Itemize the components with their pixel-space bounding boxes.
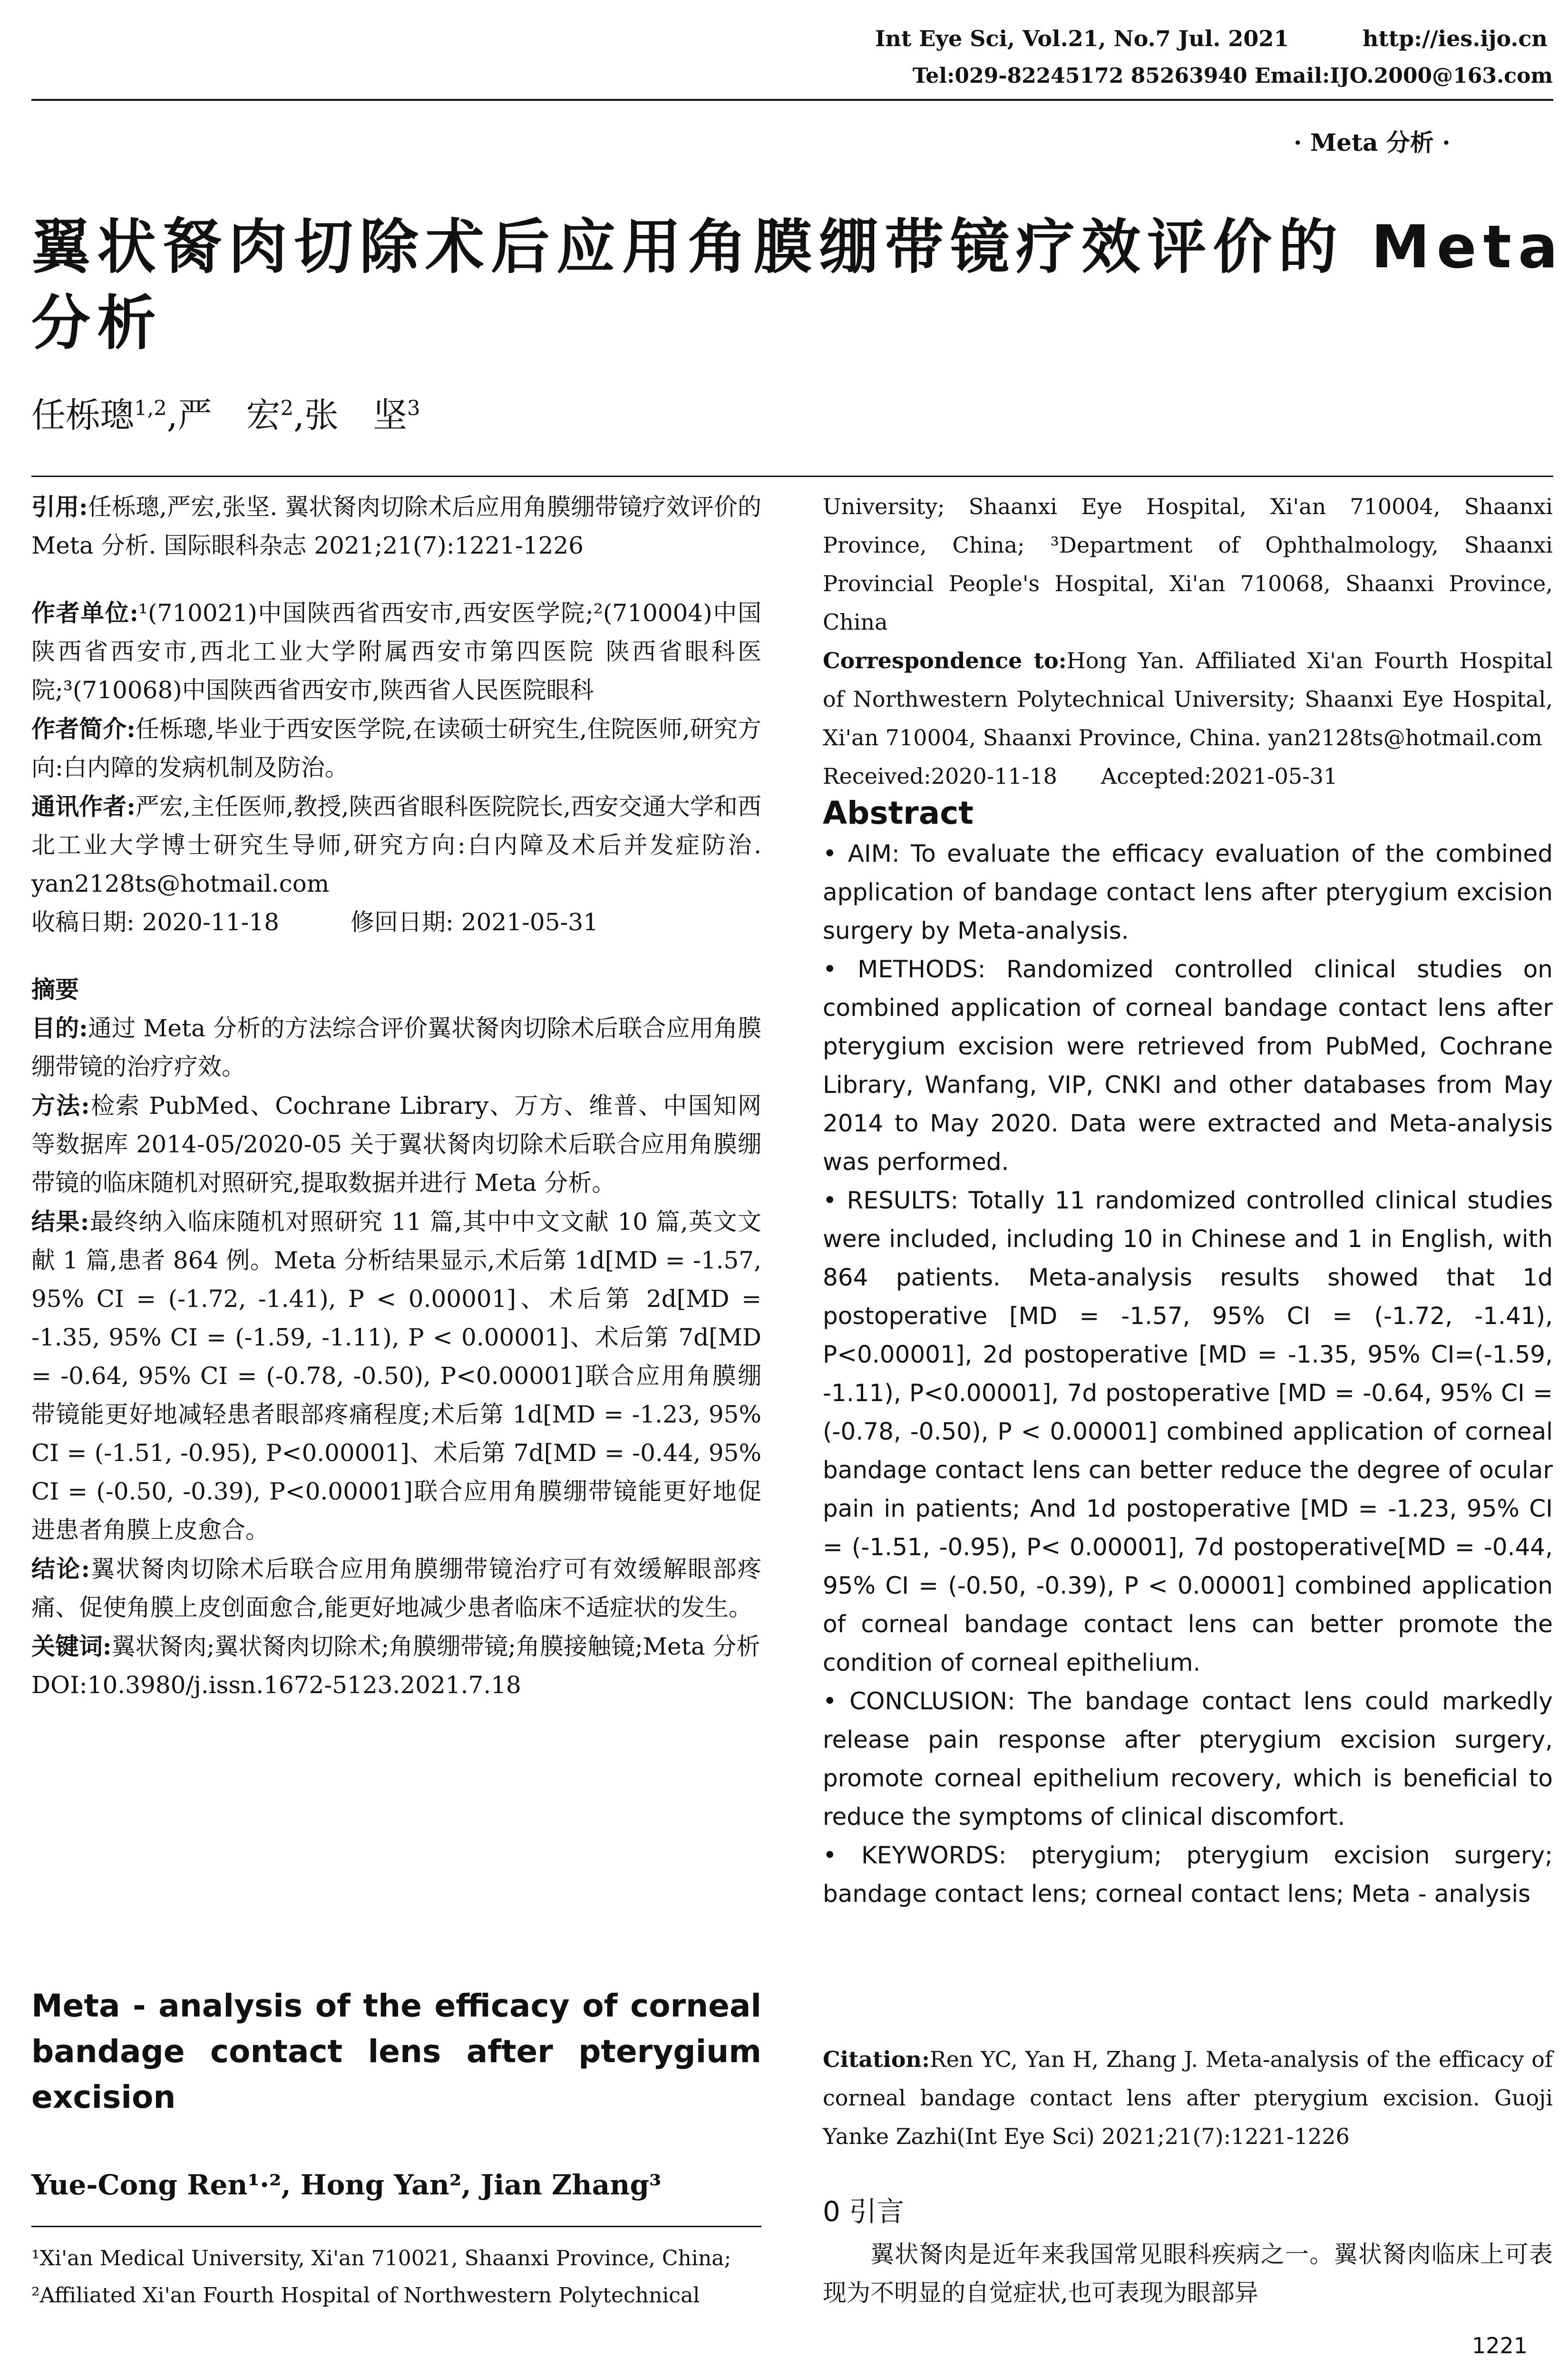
right-meta [823,487,1553,796]
correspondence-label: Correspondence to: [823,648,1067,673]
section-label: · Meta 分析 · [1294,128,1451,156]
bio-text: 任栎璁,毕业于西安医学院,在读硕士研究生,住院医师,研究方向:白内障的发病机制及防治。 [31,715,761,781]
author-3: ,张 坚 [293,395,407,435]
citation-en-text: Ren YC, Yan H, Zhang J. Meta-analysis of the efficacy of corneal bandage contact lens after pterygium excision. Guoji Yanke Zazhi(Int Eye Sci) 2021;21(7):1221-1226 [823,2046,1553,2149]
citation-cn-text: 任栎璁,严宏,张坚. 翼状胬肉切除术后应用角膜绷带镜疗效评价的 Meta 分析. 国际眼科杂志 2021;21(7):1221-1226 [31,493,761,559]
author-2: ,严 宏 [166,395,281,435]
author-3-sup: 3 [407,397,420,420]
citation-en [823,2040,1553,2156]
citation-cn-label: 引用: [31,493,88,521]
authors-cn [31,388,420,437]
aim-cn-label: 目的: [31,1014,88,1042]
units-label: 作者单位: [31,599,138,627]
aim-cn-text: 通过 Meta 分析的方法综合评价翼状胬肉切除术后联合应用角膜绷带镜的治疗疗效。 [31,1014,761,1081]
abstract-aim: • AIM: To evaluate the efficacy evaluation of the combined application of bandage contact lens after pterygium excision surgery by Meta-analysis. [823,840,1553,945]
header-rule [31,99,1553,101]
author-1-sup: 1,2 [134,397,167,420]
method-cn [31,1086,761,1202]
method-cn-text: 检索 PubMed、Cochrane Library、万方、维普、中国知网等数据库 2014-05/2020-05 关于翼状胬肉切除术后联合应用角膜绷带镜的临床随机对照研究,提取数据并进行 Meta 分析。 [31,1092,761,1197]
title-line-1: 翼状胬肉切除术后应用角膜绷带镜疗效评价的 Meta [31,213,1565,282]
conclusion-cn-label: 结论: [31,1555,90,1583]
keywords-cn-label: 关键词: [31,1632,112,1660]
author-units [31,594,761,710]
abstract-methods: • METHODS: Randomized controlled clinical studies on combined application of corneal bandage contact lens after pterygium excision were retrieved from PubMed, Cochrane Library, Wanfang, VIP, CNKI and other databases from May 2014 to May 2020. Data were extracted and Meta-analysis was performed. [823,955,1553,1176]
abstract-keywords: • KEYWORDS: pterygium; pterygium excision surgery; bandage contact lens; corneal contact lens; Meta - analysis [823,1841,1553,1908]
title-line-2: 分析 [31,289,163,358]
journal-line: Int Eye Sci, Vol.21, No.7 Jul. 2021 [875,26,1289,51]
bio-label: 作者简介: [31,715,136,743]
page-number: 1221 [1472,2333,1528,2358]
method-cn-label: 方法: [31,1091,90,1120]
abstract-en-heading: Abstract [823,795,974,831]
doi[interactable]: DOI:10.3980/j.issn.1672-5123.2021.7.18 [31,1671,521,1699]
affiliations-en [31,2240,761,2314]
author-bio [31,710,761,787]
authors-rule [31,476,1553,477]
aim-cn [31,1009,761,1086]
abstract-results: • RESULTS: Totally 11 randomized controlled clinical studies were included, including 10 in Chinese and 1 in English, with 864 patients. Meta-analysis results showed that 1d postoperative [MD = -1.57, 95% CI = (-1.72, -1.41), P<0.00001], 2d postoperative [MD = -1.35, 95% CI=(-1.59, -1.11), P<0.00001], 7d postoperative [MD = -0.64, 95% CI = (-0.78, -0.50), P < 0.00001] combined application of corneal bandage contact lens can better reduce the degree of ocular pain in patients; And 1d postoperative [MD = -1.23, 95% CI = (-1.51, -0.95), P< 0.00001], 7d postoperative[MD = -0.44, 95% CI = (-0.50, -0.39), P < 0.00001] combined application of corneal bandage contact lens can better promote the condition of corneal epithelium. [823,1187,1553,1676]
corr-label: 通讯作者: [31,792,136,820]
affiliation-2: ²Affiliated Xi'an Fourth Hospital of Northwestern Polytechnical [31,2283,700,2308]
keywords-cn-text: 翼状胬肉;翼状胬肉切除术;角膜绷带镜;角膜接触镜;Meta 分析 [111,1633,760,1660]
conclusion-cn-text: 翼状胬肉切除术后联合应用角膜绷带镜治疗可有效缓解眼部疼痛、促使角膜上皮创面愈合,能更好地减少患者临床不适症状的发生。 [31,1555,761,1621]
corresponding-author [31,787,761,903]
author-2-sup: 2 [280,397,294,420]
journal-contact: Tel:029-82245172 85263940 Email:IJO.2000@163.com [912,64,1553,88]
author-1: 任栎璁 [31,395,135,435]
result-cn [31,1202,761,1549]
result-cn-label: 结果: [31,1208,89,1236]
corr-text: 严宏,主任医师,教授,陕西省眼科医院院长,西安交通大学和西北工业大学博士研究生导师,研究方向:白内障及术后并发症防治. yan2128ts@hotmail.com [31,793,761,897]
affiliation-cont: University; Shaanxi Eye Hospital, Xi'an 710004, Shaanxi Province, China; ³Department of Ophthalmology, Shaanxi Provincial People's Hospital, Xi'an 710068, Shaanxi Province, China [823,494,1553,635]
affiliation-rule [31,2226,761,2227]
english-title: Meta - analysis of the efficacy of corneal bandage contact lens after pterygium excision [31,1987,761,2115]
affiliation-1: ¹Xi'an Medical University, Xi'an 710021, Shaanxi Province, China; [31,2246,731,2270]
received-dates: Received:2020-11-18 Accepted:2021-05-31 [823,763,1338,789]
dates-cn: 收稿日期: 2020-11-18 修回日期: 2021-05-31 [31,908,599,936]
result-cn-text: 最终纳入临床随机对照研究 11 篇,其中中文文献 10 篇,英文文献 1 篇,患者 864 例。Meta 分析结果显示,术后第 1d[MD = -1.57, 95% CI = (-1.72, -1.41), P < 0.00001]、术后第 2d[MD = -1.35, 95% CI = (-1.59, -1.11), P < 0.00001]、术后第 7d[MD = -0.64, 95% CI = (-0.78, -0.50), P<0.00001]联合应用角膜绷带镜能更好地减轻患者眼部疼痛程度;术后第 1d[MD = -1.23, 95% CI = (-1.51, -0.95), P<0.00001]、术后第 7d[MD = -0.44, 95% CI = (-0.50, -0.39), P<0.00001]联合应用角膜绷带镜能更好地促进患者角膜上皮愈合。 [31,1208,761,1544]
conclusion-cn [31,1549,761,1627]
intro-text: 翼状胬肉是近年来我国常见眼科疾病之一。翼状胬肉临床上可表现为不明显的自觉症状,也可表现为眼部异 [823,2241,1553,2307]
abstract-en [823,792,1553,1913]
abstract-cn-heading: 摘要 [31,975,79,1003]
left-column [31,487,761,1705]
abstract-conclusion: • CONCLUSION: The bandage contact lens could markedly release pain response after pterygium excision surgery, promote corneal epithelium recovery, which is beneficial to reduce the symptoms of clinical discomfort. [823,1687,1553,1831]
citation-cn [31,487,761,565]
citation-en-label: Citation: [823,2046,930,2072]
correspondence-text: Hong Yan. Affiliated Xi'an Fourth Hospital of Northwestern Polytechnical University; Shaanxi Eye Hospital, Xi'an 710004, Shaanxi Province, China. yan2128ts@hotmail.com [823,648,1553,750]
journal-url[interactable]: http://ies.ijo.cn [1363,26,1548,51]
keywords-cn [31,1627,761,1666]
intro-heading: 0 引言 [823,2195,905,2228]
english-authors: Yue-Cong Ren¹·², Hong Yan², Jian Zhang³ [31,2169,662,2201]
correspondence [823,642,1553,757]
units-text: ¹(710021)中国陕西省西安市,西安医学院;²(710004)中国陕西省西安市,西北工业大学附属西安市第四医院 陕西省眼科医院;³(710068)中国陕西省西安市,陕西省人民医院眼科 [31,599,761,704]
